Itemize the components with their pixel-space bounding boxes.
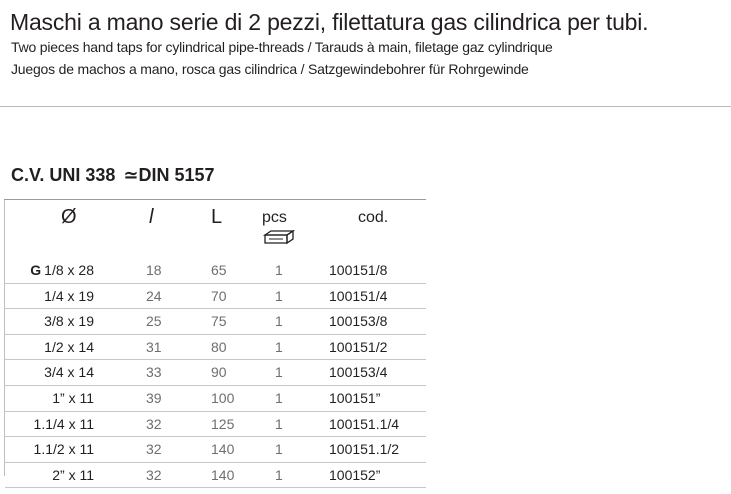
table-row [5,284,426,310]
cell-pcs: 1 [275,313,283,330]
cell-l-small: 24 [146,287,162,304]
cell-l-big: 100 [211,389,235,406]
cell-cod: 100151/4 [329,287,388,304]
cell-l-big: 80 [211,338,227,355]
table-row [5,309,426,335]
cell-cod: 100153/8 [329,313,388,330]
cell-l-small: 31 [146,338,162,355]
cell-l-big: 65 [211,262,227,278]
cell-cod: 100153/4 [329,364,388,381]
approx-symbol: ≃ [123,165,139,185]
cell-size [31,416,94,432]
header-divider [0,106,731,107]
cell-size [49,390,94,406]
thread-size: 3/8 [44,313,64,330]
cell-l-small: 33 [146,364,162,381]
cell-size [30,262,94,278]
table-row [5,335,426,361]
thread-size: 1” [52,389,65,406]
cell-l-big: 140 [211,441,235,458]
thread-pitch: x 11 [68,466,94,483]
cell-l-big: 125 [211,415,235,432]
table-row [5,386,426,412]
thread-pitch: x 11 [68,415,94,432]
cell-cod: 100151.1/2 [329,441,400,458]
thread-size: 1.1/2 [33,441,65,458]
cell-pcs: 1 [275,364,283,381]
col-header-l-small: l [149,206,154,228]
cell-l-small: 25 [146,313,162,330]
thread-size: 2” [52,466,65,483]
cell-l-big: 75 [211,313,227,330]
thread-pitch: x 19 [67,313,94,330]
cell-size [49,467,94,483]
standard-uni: C.V. UNI 338 [11,165,116,185]
table-row [5,437,426,463]
cell-pcs: 1 [275,338,283,355]
cell-cod: 100151” [329,389,381,406]
standard-din: DIN 5157 [138,165,215,185]
cell-pcs: 1 [275,466,283,483]
cell-l-big: 90 [211,364,227,381]
page-title: Maschi a mano serie di 2 pezzi, filettatura gas cilindrica per tubi. [10,9,649,35]
cell-cod: 100151/8 [329,262,388,278]
cell-l-small: 32 [146,441,162,458]
thread-pitch: x 11 [68,441,94,458]
cell-size [41,288,94,304]
box-icon [263,230,295,246]
cell-size [41,313,94,329]
thread-size: 1/4 [44,287,64,304]
cell-size [41,364,94,380]
cell-pcs: 1 [275,262,283,278]
col-header-diameter: Ø [61,206,77,228]
thread-prefix: G [30,262,42,278]
thread-size: 1.1/4 [33,415,65,432]
cell-size [41,339,94,355]
table-row [5,258,426,284]
cell-l-small: 32 [146,415,162,432]
cell-l-big: 140 [211,466,235,483]
cell-cod: 100151.1/4 [329,415,400,432]
cell-pcs: 1 [275,415,283,432]
cell-cod: 100152” [329,466,381,483]
cell-l-big: 70 [211,287,227,304]
cell-pcs: 1 [275,389,283,406]
standard-heading [11,164,215,186]
cell-l-small: 18 [146,262,162,278]
subtitle-en-fr: Two pieces hand taps for cylindrical pipe-threads / Tarauds à main, filetage gaz cylindrique [11,39,553,55]
thread-size: 1/8 [44,262,64,278]
col-header-l-big: L [211,206,223,228]
cell-cod: 100151/2 [329,338,388,355]
thread-pitch: x 28 [67,262,94,278]
subtitle-es-de: Juegos de machos a mano, rosca gas cilindrica / Satzgewindebohrer für Rohrgewinde [11,61,529,77]
cell-pcs: 1 [275,287,283,304]
table-row [5,360,426,386]
col-header-pcs: pcs [262,209,287,226]
table-row [5,463,426,489]
thread-pitch: x 19 [67,287,94,304]
thread-pitch: x 14 [67,338,94,355]
cell-pcs: 1 [275,441,283,458]
taps-table [5,258,426,488]
col-header-cod: cod. [358,209,389,226]
table-row [5,412,426,438]
thread-size: 1/2 [44,338,64,355]
cell-size [31,441,94,457]
cell-l-small: 39 [146,389,162,406]
cell-l-small: 32 [146,466,162,483]
thread-pitch: x 14 [67,364,94,381]
standard-divider [4,199,426,200]
thread-size: 3/4 [44,364,64,381]
thread-pitch: x 11 [68,389,94,406]
